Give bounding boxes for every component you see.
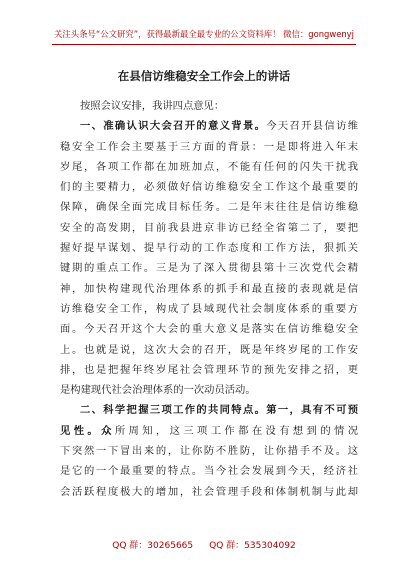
body-line: 上。也就是说，这次大会的召开，既是年终岁尾的工作安: [60, 343, 358, 356]
body-line: 们的主要精力，必须做好信访维稳安全工作这个最重要的: [60, 181, 358, 194]
footer-qq-group-1: QQ 群：30265665: [112, 541, 194, 551]
section-2-heading-cont: 见性。众: [60, 424, 115, 437]
body-line: 所周知，这三项工作都在没有想到的情况: [114, 424, 359, 437]
body-line: 键期的重点工作。三是为了深入贯彻县第十三次党代会精: [60, 262, 358, 275]
body-line: 访维稳安全工作，构成了县域现代社会制度体系的重要方: [60, 302, 358, 315]
body-line: 面。今天召开这个大会的重大意义是落实在信访维稳安全: [60, 323, 358, 336]
section-1-heading: 一、准确认识大会召开的意义背景。: [80, 120, 267, 133]
body-line: 安全的高发期，目前我县进京非访已经全省第二了，要把: [60, 221, 358, 234]
footer-contact: [0, 538, 408, 551]
document-title: 在县信访维稳安全工作会上的讲话: [117, 69, 291, 83]
body-line: 今天召开县信访维: [266, 120, 359, 133]
body-line: 是构建现代社会治理体系的一次动员活动。: [60, 384, 256, 397]
document-body: [60, 96, 358, 502]
section-2-first-line: [60, 421, 358, 441]
body-line: 会活跃程度极大的增加，社会管理手段和体制机制与此却: [60, 485, 358, 498]
body-line: 是它的一个最重要的特点。当今社会发展到今天，经济社: [60, 465, 358, 478]
body-line: 下突然一下冒出来的，让你防不胜防，让你措手不及。这: [60, 445, 358, 458]
footer-qq-group-2: QQ 群：535304092: [209, 541, 296, 551]
body-line: 排，也是把握年终岁尾社会管理环节的预先安排之招，更: [60, 363, 358, 376]
body-line: 神，加快构建现代治理体系的抓手和最直接的表现就是信: [60, 282, 358, 295]
body-line: 握好提早谋划、提早行动的工作态度和工作方法，狠抓关: [60, 242, 358, 255]
body-line: 稳安全工作会主要基于三方面的背景：一是即将进入年末: [60, 140, 358, 153]
section-2-heading: 二、科学把握三项工作的共同特点。第一，具有不可预: [80, 404, 358, 417]
header-divider: [52, 44, 356, 45]
header-banner: 关注头条号“公文研究”，获得最新最全最专业的公文资料库！ 微信：gongwenyj: [54, 29, 354, 39]
section-1-first-line: [60, 116, 358, 136]
body-line: 岁尾，各项工作都在加班加点，不能有任何的闪失干扰我: [60, 160, 358, 173]
intro-paragraph: 按照会议安排，我讲四点意见：: [80, 100, 225, 112]
body-line: 保障，确保全面完成目标任务。二是年末往往是信访维稳: [60, 201, 358, 214]
